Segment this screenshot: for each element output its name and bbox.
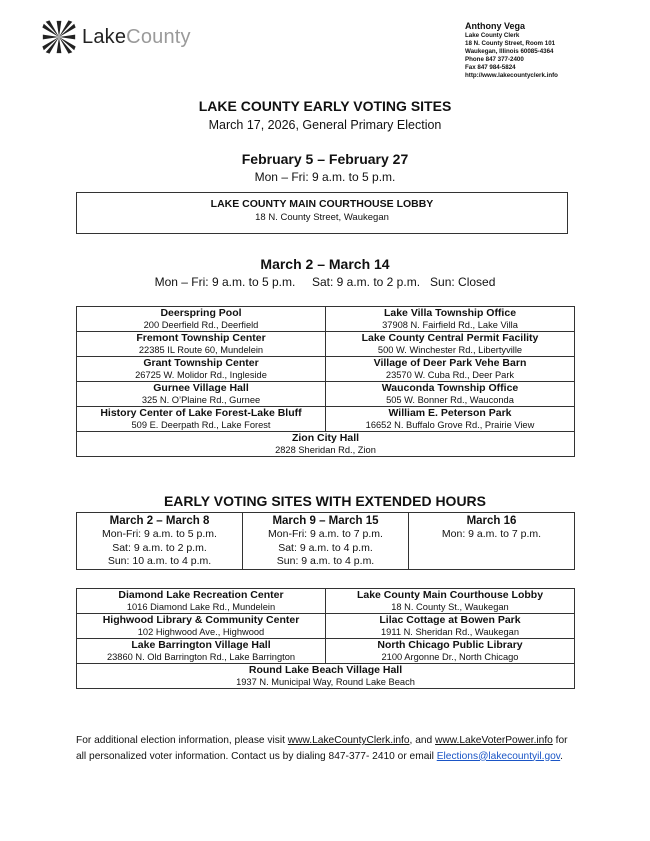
site-address: 505 W. Bonner Rd., Wauconda bbox=[386, 395, 514, 405]
site-name: Round Lake Beach Village Hall bbox=[248, 664, 403, 676]
site-address: 23860 N. Old Barrington Rd., Lake Barrington bbox=[106, 652, 296, 662]
clerk-title: Lake County Clerk bbox=[465, 32, 520, 39]
table-row bbox=[77, 614, 575, 639]
site-cell bbox=[326, 639, 575, 664]
extended-hours-sites-table bbox=[76, 588, 575, 689]
site-address: 16652 N. Buffalo Grove Rd., Prairie View bbox=[365, 420, 535, 430]
site-name: Lake Villa Township Office bbox=[383, 307, 517, 319]
site-address: 1937 N. Municipal Way, Round Lake Beach bbox=[236, 677, 415, 687]
site-cell bbox=[326, 614, 575, 639]
clerk-website-link[interactable]: www.LakeCountyClerk.info bbox=[287, 735, 410, 746]
table-row bbox=[77, 639, 575, 664]
extended-hours-schedule bbox=[76, 512, 575, 570]
logo-starburst-icon bbox=[40, 18, 78, 56]
schedule-line: Sat: 9 a.m. to 2 p.m. bbox=[112, 541, 207, 554]
site-address: 200 Deerfield Rd., Deerfield bbox=[143, 320, 259, 330]
site-address: 37908 N. Fairfield Rd., Lake Villa bbox=[382, 320, 518, 330]
schedule-line: Mon-Fri: 9 a.m. to 5 p.m. bbox=[102, 528, 217, 540]
period-1-dates: February 5 – February 27 bbox=[241, 151, 409, 167]
site-name: William E. Peterson Park bbox=[388, 407, 512, 419]
elections-email-link[interactable]: Elections@lakecountyil.gov bbox=[436, 750, 561, 762]
footer-text: For additional election information, please visit bbox=[76, 735, 288, 746]
site-cell bbox=[326, 357, 575, 382]
site-cell bbox=[77, 357, 326, 382]
site-name: Lilac Cottage at Bowen Park bbox=[379, 614, 521, 626]
site-name: LAKE COUNTY MAIN COURTHOUSE LOBBY bbox=[210, 198, 434, 210]
site-name: Grant Township Center bbox=[143, 357, 259, 369]
site-address: 325 N. O’Plaine Rd., Gurnee bbox=[141, 395, 261, 405]
site-name: Lake Barrington Village Hall bbox=[131, 639, 271, 651]
site-cell bbox=[77, 589, 326, 614]
footer-text: . bbox=[560, 750, 563, 762]
page-subtitle: March 17, 2026, General Primary Election bbox=[208, 118, 442, 132]
site-name: Wauconda Township Office bbox=[381, 382, 519, 394]
site-address: 26725 W. Molidor Rd., Ingleside bbox=[135, 370, 267, 380]
site-cell bbox=[77, 639, 326, 664]
site-address: 2100 Argonne Dr., North Chicago bbox=[381, 652, 519, 662]
site-address: 22385 IL Route 60, Mundelein bbox=[138, 345, 264, 355]
logo-wordmark: LakeCounty bbox=[82, 25, 191, 48]
table-row bbox=[77, 407, 575, 432]
clerk-name: Anthony Vega bbox=[465, 21, 526, 31]
site-cell bbox=[77, 664, 575, 689]
period-2-sites-table bbox=[76, 306, 575, 457]
site-name: Lake County Main Courthouse Lobby bbox=[356, 589, 544, 601]
site-name: Diamond Lake Recreation Center bbox=[118, 589, 284, 601]
footer-text: for all personalized voter information. Contact us by dialing 847-377- 2410 or email bbox=[76, 735, 568, 762]
table-row bbox=[77, 664, 575, 689]
site-cell bbox=[326, 407, 575, 432]
clerk-website: http://www.lakecountyclerk.info bbox=[465, 72, 558, 80]
site-cell bbox=[326, 307, 575, 332]
site-cell bbox=[326, 332, 575, 357]
site-cell bbox=[326, 382, 575, 407]
site-name: Zion City Hall bbox=[291, 432, 360, 444]
voter-power-link[interactable]: www.LakeVoterPower.info bbox=[435, 735, 553, 746]
footer-text: , and bbox=[409, 735, 436, 746]
site-address: 509 E. Deerpath Rd., Lake Forest bbox=[131, 420, 271, 430]
site-address: 102 Highwood Ave., Highwood bbox=[137, 627, 265, 637]
schedule-column bbox=[409, 513, 575, 570]
table-row bbox=[77, 307, 575, 332]
table-row bbox=[77, 513, 575, 570]
clerk-phone: Phone 847 377-2400 bbox=[465, 56, 524, 64]
schedule-line: Sun: 10 a.m. to 4 p.m. bbox=[107, 555, 212, 567]
schedule-dates: March 16 bbox=[466, 515, 517, 527]
schedule-dates: March 2 – March 8 bbox=[109, 515, 210, 527]
site-address: 500 W. Winchester Rd., Libertyville bbox=[377, 345, 523, 355]
site-name: History Center of Lake Forest-Lake Bluff bbox=[100, 407, 302, 419]
site-address: 18 N. County Street, Waukegan bbox=[255, 212, 389, 223]
schedule-column bbox=[77, 513, 243, 570]
site-name: Village of Deer Park Vehe Barn bbox=[373, 357, 527, 369]
site-name: Gurnee Village Hall bbox=[153, 382, 249, 394]
site-address: 1016 Diamond Lake Rd., Mundelein bbox=[126, 602, 276, 612]
site-address: 18 N. County St., Waukegan bbox=[391, 602, 509, 612]
table-row bbox=[77, 589, 575, 614]
table-row bbox=[77, 432, 575, 457]
site-cell bbox=[77, 307, 326, 332]
site-address: 2828 Sheridan Rd., Zion bbox=[275, 445, 376, 455]
site-name: Deerspring Pool bbox=[160, 307, 242, 319]
table-row bbox=[77, 382, 575, 407]
table-row bbox=[77, 357, 575, 382]
schedule-dates: March 9 – March 15 bbox=[272, 515, 379, 527]
site-cell bbox=[326, 589, 575, 614]
extended-hours-title: EARLY VOTING SITES WITH EXTENDED HOURS bbox=[163, 493, 487, 509]
site-cell bbox=[77, 432, 575, 457]
site-name: North Chicago Public Library bbox=[377, 639, 523, 651]
courthouse-lobby-box bbox=[76, 192, 568, 234]
schedule-line: Mon-Fri: 9 a.m. to 7 p.m. bbox=[268, 528, 383, 540]
site-cell bbox=[77, 332, 326, 357]
table-row bbox=[77, 332, 575, 357]
site-cell bbox=[77, 614, 326, 639]
period-1-hours: Mon – Fri: 9 a.m. to 5 p.m. bbox=[254, 170, 396, 184]
page-title: LAKE COUNTY EARLY VOTING SITES bbox=[198, 98, 452, 114]
site-address: 1911 N. Sheridan Rd., Waukegan bbox=[381, 627, 519, 637]
clerk-address-line-2: Waukegan, Illinois 60085-4364 bbox=[465, 48, 554, 56]
footer-info bbox=[76, 733, 576, 764]
schedule-column bbox=[243, 513, 409, 570]
lake-county-logo bbox=[40, 18, 191, 56]
schedule-line: Sat: 9 a.m. to 4 p.m. bbox=[278, 541, 373, 554]
site-cell bbox=[77, 407, 326, 432]
clerk-info bbox=[465, 20, 558, 81]
schedule-line: Sun: 9 a.m. to 4 p.m. bbox=[276, 555, 375, 567]
site-cell bbox=[77, 382, 326, 407]
period-2-dates: March 2 – March 14 bbox=[260, 256, 390, 272]
site-address: 23570 W. Cuba Rd., Deer Park bbox=[385, 370, 515, 380]
clerk-address-line-1: 18 N. County Street, Room 101 bbox=[465, 40, 556, 48]
period-2-hours: Mon – Fri: 9 a.m. to 5 p.m. Sat: 9 a.m. to 2 p.m. Sun: Closed bbox=[154, 275, 496, 289]
schedule-line: Mon: 9 a.m. to 7 p.m. bbox=[441, 528, 542, 540]
site-name: Highwood Library & Community Center bbox=[102, 614, 300, 626]
site-name: Fremont Township Center bbox=[136, 332, 266, 344]
site-name: Lake County Central Permit Facility bbox=[361, 332, 539, 344]
clerk-fax: Fax 847 984-5824 bbox=[465, 64, 516, 72]
